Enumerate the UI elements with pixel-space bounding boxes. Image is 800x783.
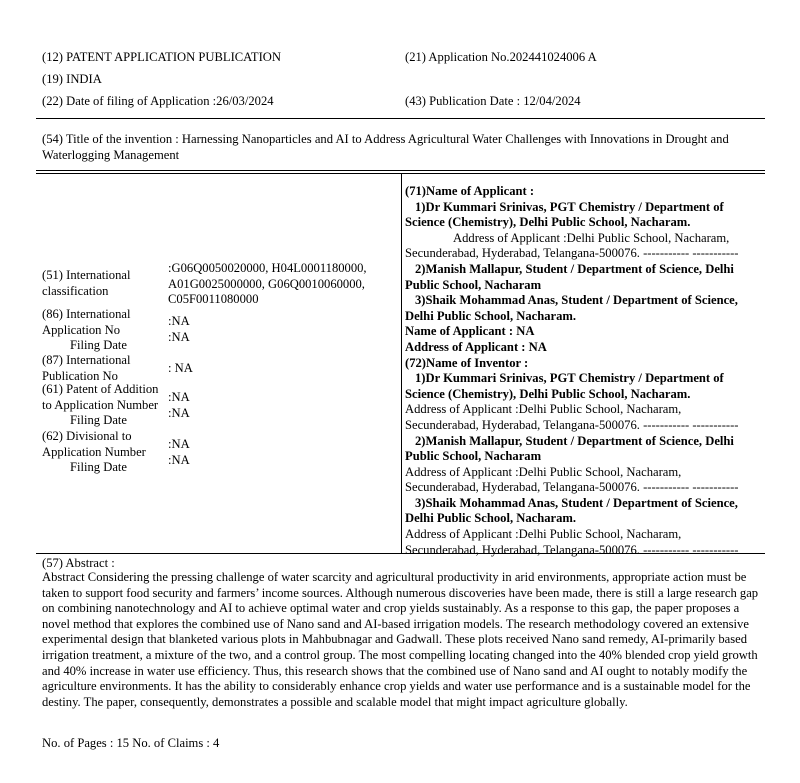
inventor-3-line2: Delhi Public School, Nacharam.: [405, 511, 577, 526]
filing-date: (22) Date of filing of Application :26/03/2024: [42, 94, 274, 108]
intl-class-label: (51) International classification: [42, 268, 131, 298]
applicant-2-line1: 2)Manish Mallapur, Student / Department of Science, Delhi: [415, 261, 734, 276]
inventor-3-address-line2: Secunderabad, Hyderabad, Telangana-500076. ----------- -----------: [405, 542, 739, 557]
patent-addition-label: (61) Patent of Addition to Application Number Filing Date: [42, 382, 159, 428]
address-of-applicant: Address of Applicant : NA: [405, 339, 547, 354]
invention-title: (54) Title of the invention : Harnessing Nanoparticles and AI to Address Agricultural Water Challenges with Innovations in Drought and Waterlogging Management: [42, 132, 729, 162]
application-number: (21) Application No.202441024006 A: [405, 50, 597, 64]
inventor-3-line1: 3)Shaik Mohammad Anas, Student / Department of Science,: [415, 495, 738, 510]
country: (19) INDIA: [42, 72, 102, 86]
table-top-border: [36, 170, 765, 171]
inventor-1-address-line1: Address of Applicant :Delhi Public School, Nacharam,: [405, 402, 682, 417]
divisional-label: (62) Divisional to Application Number Filing Date: [42, 429, 146, 475]
applicant-1-address-line2: Secunderabad, Hyderabad, Telangana-500076. ----------- -----------: [405, 246, 739, 261]
inventor-2-address-line2: Secunderabad, Hyderabad, Telangana-500076. ----------- -----------: [405, 480, 739, 495]
applicant-3-line1: 3)Shaik Mohammad Anas, Student / Department of Science,: [415, 293, 738, 308]
name-of-applicant: Name of Applicant : NA: [405, 324, 535, 339]
applicant-1-address-line1: Address of Applicant :Delhi Public School, Nacharam,: [453, 230, 730, 245]
publication-type: (12) PATENT APPLICATION PUBLICATION: [42, 50, 281, 64]
applicant-inventor-column: [405, 184, 765, 558]
inventor-2-address-line1: Address of Applicant :Delhi Public School, Nacharam,: [405, 464, 682, 479]
inventor-2-line1: 2)Manish Mallapur, Student / Department of Science, Delhi: [415, 433, 734, 448]
applicant-3-line2: Delhi Public School, Nacharam.: [405, 308, 577, 323]
inventor-1-line2: Science (Chemistry), Delhi Public School, Nacharam.: [405, 386, 691, 401]
inventor-3-address-line1: Address of Applicant :Delhi Public School, Nacharam,: [405, 527, 682, 542]
column-divider: [401, 173, 402, 553]
intl-application-values: :NA :NA: [168, 314, 190, 344]
applicant-2-line2: Public School, Nacharam: [405, 277, 542, 292]
inventor-heading: (72)Name of Inventor :: [405, 355, 529, 370]
divisional-values: :NA :NA: [168, 437, 190, 467]
header-divider: [36, 118, 765, 119]
intl-application-label: (86) International Application No Filing Date: [42, 307, 131, 353]
publication-date: (43) Publication Date : 12/04/2024: [405, 94, 581, 108]
applicant-1-line1: 1)Dr Kummari Srinivas, PGT Chemistry / Department of: [415, 199, 724, 214]
abstract-body: Abstract Considering the pressing challenge of water scarcity and agricultural productivity in arid environments, appropriate action must be taken to support food security and farmers’ income sources. Although numerous discoveries have been made, there is still a large research gap on combining nanotechnology and AI to achieve optimal water and crop yields sustainably. As a response to this gap, the paper proposes a novel method that explores the combined use of Nano sand and AI-based irrigation models. The research methodology covered an extensive experimental design that blanketed various plots in Mahbubnagar and Gadwall. These plots received Nano sand remedy, AI-primarily based irrigation treatment, a mixture of the two, and a control group. The most compelling locating changed into the 40% blended crop yield growth and 40% increase in water use efficiency. Thus, this research shows that the combined use of Nano sand and AI ought to notably modify the agriculture environments. It has the ability to considerably enhance crop yields and water use performance and is a sustainable model for the destiny. The paper, consequently, demonstrates a possible and scalable model that might impact agriculture globally.: [42, 570, 759, 709]
patent-addition-values: :NA :NA: [168, 390, 190, 420]
intl-publication-label: (87) International Publication No: [42, 353, 131, 383]
inventor-1-line1: 1)Dr Kummari Srinivas, PGT Chemistry / Department of: [415, 371, 724, 386]
inventor-1-address-line2: Secunderabad, Hyderabad, Telangana-500076. ----------- -----------: [405, 417, 739, 432]
inventor-2-line2: Public School, Nacharam: [405, 449, 542, 464]
applicant-1-line2: Science (Chemistry), Delhi Public School, Nacharam.: [405, 215, 691, 230]
applicant-heading: (71)Name of Applicant :: [405, 184, 535, 198]
intl-publication-value: : NA: [168, 361, 193, 375]
pages-and-claims: No. of Pages : 15 No. of Claims : 4: [42, 736, 220, 750]
abstract-heading: (57) Abstract :: [42, 556, 115, 570]
intl-class-value: :G06Q0050020000, H04L0001180000, A01G0025000000, G06Q0010060000, C05F0011080000: [168, 261, 367, 307]
